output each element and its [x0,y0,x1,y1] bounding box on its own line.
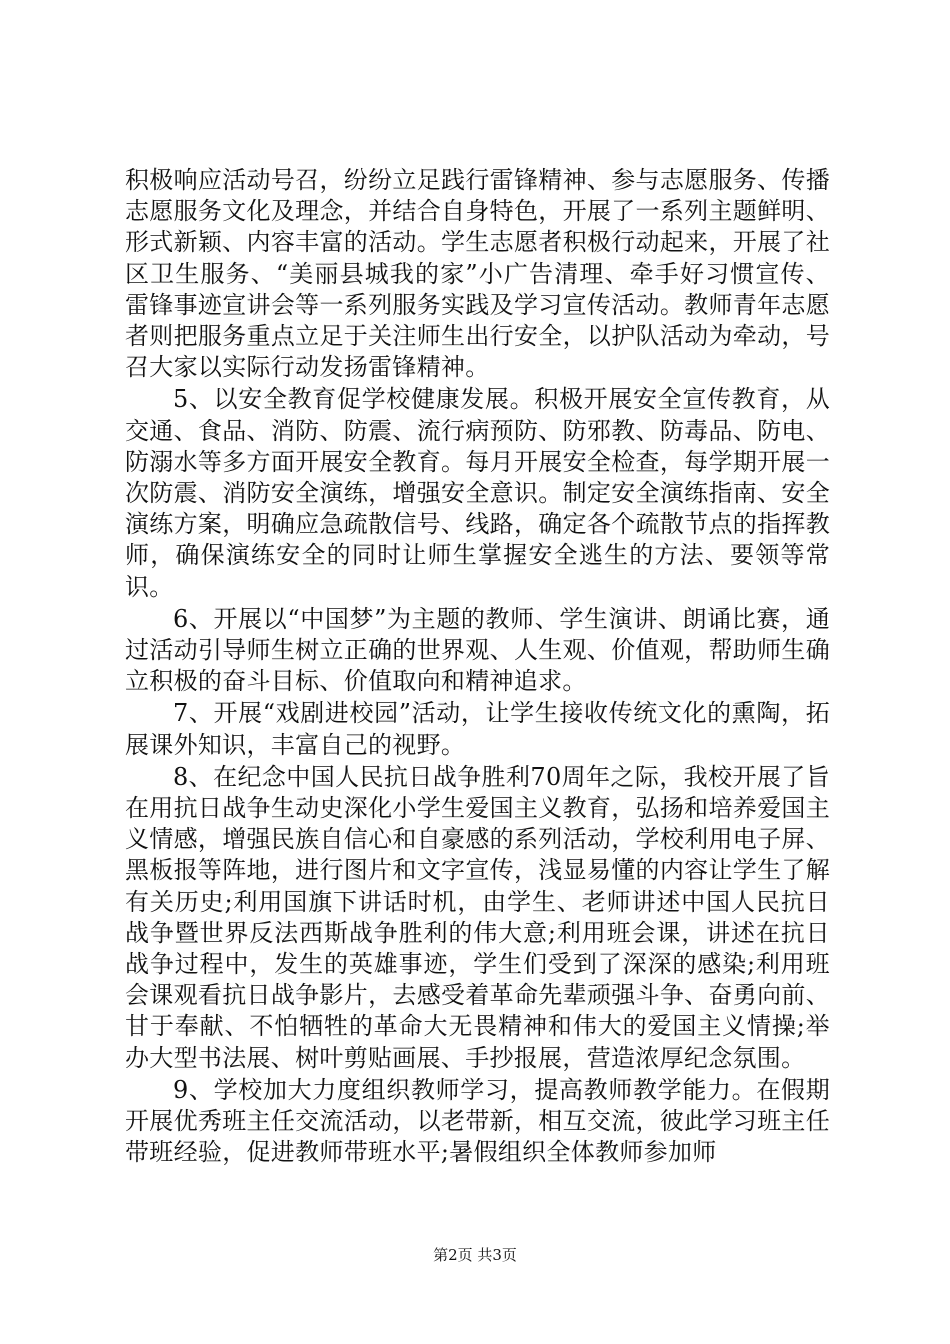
paragraph-item-9: 9、学校加大力度组织教师学习，提高教师教学能力。在假期开展优秀班主任交流活动，以老带新，相互交流，彼此学习班主任带班经验，促进教师带班水平;暑假组织全体教师参加师 [125,1075,830,1167]
paragraph-item-5: 5、以安全教育促学校健康发展。积极开展安全宣传教育，从交通、食品、消防、防震、流行病预防、防邪教、防毒品、防电、防溺水等多方面开展安全教育。每月开展安全检查，每学期开展一次防震、消防安全演练，增强安全意识。制定安全演练指南、安全演练方案，明确应急疏散信号、线路，确定各个疏散节点的指挥教师，确保演练安全的同时让师生掌握安全逃生的方法、要领等常识。 [125,385,830,601]
page-footer: 第2页 共3页 [433,1246,517,1264]
paragraph-item-6: 6、开展以“中国梦”为主题的教师、学生演讲、朗诵比赛，通过活动引导师生树立正确的世界观、人生观、价值观，帮助师生确立积极的奋斗目标、价值取向和精神追求。 [125,604,830,696]
paragraph-continued: 积极响应活动号召，纷纷立足践行雷锋精神、参与志愿服务、传播志愿服务文化及理念，并结合自身特色，开展了一系列主题鲜明、形式新颖、内容丰富的活动。学生志愿者积极行动起来，开展了社区卫生服务、“美丽县城我的家”小广告清理、牵手好习惯宣传、雷锋事迹宣讲会等一系列服务实践及学习宣传活动。教师青年志愿者则把服务重点立足于关注师生出行安全，以护队活动为牵动，号召大家以实际行动发扬雷锋精神。 [125,166,830,382]
paragraph-item-8: 8、在纪念中国人民抗日战争胜利70周年之际，我校开展了旨在用抗日战争生动史深化小学生爱国主义教育，弘扬和培养爱国主义情感，增强民族自信心和自豪感的系列活动，学校利用电子屏、黑板报等阵地，进行图片和文字宣传，浅显易懂的内容让学生了解有关历史;利用国旗下讲话时机，由学生、老师讲述中国人民抗日战争暨世界反法西斯战争胜利的伟大意;利用班会课，讲述在抗日战争过程中，发生的英雄事迹，学生们受到了深深的感染;利用班会课观看抗日战争影片，去感受着革命先辈顽强斗争、奋勇向前、甘于奉献、不怕牺牲的革命大无畏精神和伟大的爱国主义情操;举办大型书法展、树叶剪贴画展、手抄报展，营造浓厚纪念氛围。 [125,762,830,1072]
paragraph-item-7: 7、开展“戏剧进校园”活动，让学生接收传统文化的熏陶，拓展课外知识，丰富自己的视野。 [125,699,830,759]
document-body [125,165,830,1169]
